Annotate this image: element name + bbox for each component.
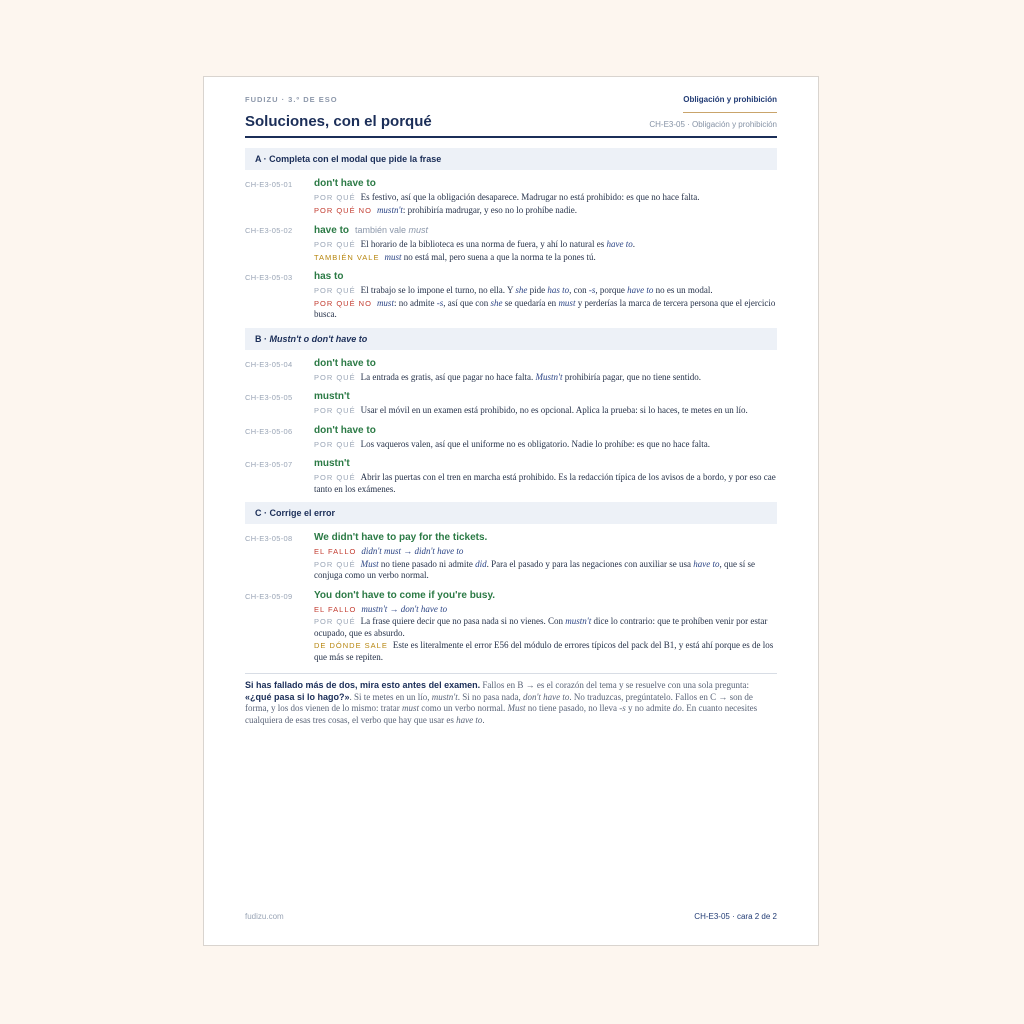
why-line bbox=[314, 559, 777, 582]
emphasis-text: have to bbox=[693, 558, 720, 569]
summary-emphasis: -s bbox=[619, 703, 626, 713]
explanation-text: pide bbox=[527, 285, 548, 295]
solution-item bbox=[245, 457, 777, 495]
explanation-text: El trabajo se lo impone el turno, no ella. Y bbox=[360, 285, 516, 295]
emphasis-text: didn't must → didn't have to bbox=[361, 546, 464, 556]
section-heading bbox=[245, 328, 777, 350]
answer-text: don't have to bbox=[314, 357, 376, 369]
brand-label: FUDIZU · 3.º DE ESO bbox=[245, 95, 338, 104]
section-heading bbox=[245, 502, 777, 524]
worksheet-page bbox=[203, 76, 819, 946]
summary-emphasis: mustn't bbox=[431, 691, 458, 702]
why-tag: POR QUÉ bbox=[314, 559, 356, 569]
explanation-text: : prohibiría madrugar, y eso no lo prohíbe nadie. bbox=[402, 204, 577, 215]
summary-text: como un verbo normal. bbox=[418, 703, 508, 713]
also-valid-tag: TAMBIÉN VALE bbox=[314, 252, 380, 262]
why-tag: POR QUÉ bbox=[314, 372, 356, 382]
explanation-text: se quedaría en bbox=[502, 297, 559, 308]
why-tag: POR QUÉ bbox=[314, 473, 356, 482]
topic-label: Obligación y prohibición bbox=[683, 95, 777, 104]
answer-text: don't have to bbox=[314, 178, 376, 189]
summary-emphasis: don't have to bbox=[522, 691, 570, 702]
explanation-text: . Para el pasado y para las negaciones con auxiliar se usa bbox=[486, 558, 694, 569]
answer-text: mustn't bbox=[314, 458, 350, 469]
why-not-tag: POR QUÉ NO bbox=[314, 205, 372, 215]
summary-text: y no admite bbox=[625, 703, 673, 713]
emphasis-text: she bbox=[515, 285, 528, 295]
summary-paragraph bbox=[245, 680, 777, 726]
item-code: CH-E3-05-07 bbox=[245, 460, 293, 469]
why-tag: POR QUÉ bbox=[314, 286, 356, 295]
summary-question: «¿qué pasa si lo hago?» bbox=[245, 691, 350, 702]
summary-text: . bbox=[482, 714, 485, 725]
error-line bbox=[314, 546, 777, 558]
why-not-line bbox=[314, 298, 777, 321]
explanation-text: Abrir las puertas con el tren en marcha está prohibido. Es la redacción típica de los avisos de a bordo, y por eso cae tanto en los exámenes. bbox=[314, 472, 776, 494]
footer-site: fudizu.com bbox=[245, 912, 284, 921]
why-line bbox=[314, 405, 777, 417]
answer-text: have to también vale must bbox=[314, 225, 429, 236]
solution-item bbox=[245, 223, 777, 263]
error-tag: EL FALLO bbox=[314, 604, 357, 614]
item-code: CH-E3-05-04 bbox=[245, 359, 293, 369]
answer-text: mustn't bbox=[314, 391, 350, 402]
solution-item bbox=[245, 177, 777, 216]
solution-item bbox=[245, 357, 777, 384]
why-line bbox=[314, 439, 777, 451]
emphasis-text: -s bbox=[436, 297, 444, 308]
error-line bbox=[314, 604, 777, 616]
emphasis-text: mustn't → don't have to bbox=[361, 603, 448, 614]
why-tag: POR QUÉ bbox=[314, 240, 356, 249]
summary-text: . No traduzcas, pregúntatelo. Fallos en C → son de forma, y los dos vienen de lo mismo: tratar bbox=[245, 691, 753, 713]
summary-text: . Si te metes en un lío, bbox=[349, 691, 432, 702]
explanation-text: : no admite bbox=[393, 297, 437, 308]
item-code: CH-E3-05-06 bbox=[245, 426, 293, 436]
explanation-text: prohibiría pagar, que no tiene sentido. bbox=[562, 371, 702, 382]
alternative-answer-emphasis: must bbox=[408, 225, 429, 235]
answer-text: You don't have to come if you're busy. bbox=[314, 589, 496, 601]
summary-emphasis: Must bbox=[507, 703, 526, 713]
summary-text: . En cuanto necesites cualquiera de esas tres cosas, el verbo que hay que usar es bbox=[245, 703, 758, 725]
summary-divider bbox=[245, 673, 777, 674]
explanation-text: La entrada es gratis, así que pagar no hace falta. bbox=[360, 371, 536, 382]
why-not-tag: POR QUÉ NO bbox=[314, 298, 372, 308]
emphasis-text: Must bbox=[360, 558, 379, 569]
explanation-text: no tiene pasado ni admite bbox=[378, 558, 476, 569]
emphasis-text: she bbox=[490, 297, 503, 308]
why-line bbox=[314, 192, 777, 204]
emphasis-text: have to bbox=[606, 239, 633, 249]
emphasis-text: did bbox=[475, 558, 487, 569]
why-tag: POR QUÉ bbox=[314, 439, 356, 449]
solutions-content bbox=[245, 148, 777, 726]
explanation-text: . bbox=[632, 239, 635, 249]
answer-text: We didn't have to pay for the tickets. bbox=[314, 532, 488, 543]
summary-text: Fallos en B → es el corazón del tema y se resuelve con una sola pregunta: bbox=[480, 680, 750, 690]
section-title-emphasis: Mustn't o don't have to bbox=[269, 333, 368, 344]
emphasis-text: mustn't bbox=[376, 204, 403, 215]
solution-item bbox=[245, 390, 777, 417]
emphasis-text: mustn't bbox=[565, 616, 592, 626]
why-line bbox=[314, 239, 777, 251]
explanation-text: , que sí se conjuga como un verbo normal. bbox=[314, 558, 756, 580]
section-title: C · Corrige el error bbox=[255, 508, 336, 518]
explanation-text: , así que con bbox=[443, 297, 491, 308]
solution-item bbox=[245, 589, 777, 664]
alternative-answer: también vale must bbox=[355, 225, 429, 235]
explanation-text: Este es literalmente el error E56 del módulo de errores típicos del pack del B1, y está ahí porque es de los que más se repiten. bbox=[314, 640, 774, 662]
why-not-line bbox=[314, 205, 777, 217]
emphasis-text: has to bbox=[547, 285, 570, 295]
item-code: CH-E3-05-03 bbox=[245, 273, 293, 282]
item-code: CH-E3-05-05 bbox=[245, 393, 293, 402]
emphasis-text: -s bbox=[588, 285, 596, 295]
why-line bbox=[314, 372, 777, 384]
topic-underline bbox=[683, 112, 777, 113]
explanation-text: , con bbox=[569, 285, 589, 295]
why-tag: POR QUÉ bbox=[314, 193, 356, 202]
section-heading bbox=[245, 148, 777, 170]
explanation-text: y perderías la marca de tercera persona que el ejercicio busca. bbox=[314, 297, 776, 319]
page-title: Soluciones, con el porqué bbox=[245, 113, 432, 130]
item-code: CH-E3-05-02 bbox=[245, 226, 293, 235]
solution-item bbox=[245, 270, 777, 321]
explanation-text: , porque bbox=[595, 285, 628, 295]
summary-lead: Si has fallado más de dos, mira esto antes del examen. bbox=[245, 680, 481, 690]
summary-text: . Si no pasa nada, bbox=[457, 691, 523, 702]
section-title: B · bbox=[255, 333, 270, 344]
why-line bbox=[314, 616, 777, 639]
why-tag: POR QUÉ bbox=[314, 617, 356, 626]
summary-text: no tiene pasado, no lleva bbox=[525, 703, 620, 713]
summary-emphasis: have to bbox=[456, 714, 483, 725]
error-tag: EL FALLO bbox=[314, 547, 357, 556]
sheet-code: CH-E3-05 · Obligación y prohibición bbox=[649, 120, 777, 129]
emphasis-text: must bbox=[384, 251, 402, 262]
item-code: CH-E3-05-09 bbox=[245, 591, 293, 601]
why-line bbox=[314, 285, 777, 297]
explanation-text: Usar el móvil en un examen está prohibido, no es opcional. Aplica la prueba: si lo haces, te metes en un lío. bbox=[360, 405, 748, 415]
solution-item bbox=[245, 531, 777, 582]
footer-page: CH-E3-05 · cara 2 de 2 bbox=[694, 912, 777, 921]
explanation-text: El horario de la biblioteca es una norma de fuera, y ahí lo natural es bbox=[360, 239, 607, 249]
explanation-text: La frase quiere decir que no pasa nada si no vienes. Con bbox=[360, 616, 566, 626]
section-title: A · Completa con el modal que pide la frase bbox=[255, 154, 442, 164]
also-valid-line bbox=[314, 252, 777, 264]
item-code: CH-E3-05-01 bbox=[245, 180, 293, 189]
emphasis-text: have to bbox=[627, 285, 654, 295]
explanation-text: Es festivo, así que la obligación desaparece. Madrugar no está prohibido: es que no hace falta. bbox=[360, 192, 700, 202]
explanation-text: dice lo contrario: que te prohíben venir por estar ocupado, que es absurdo. bbox=[314, 616, 768, 638]
emphasis-text: must bbox=[376, 297, 394, 308]
explanation-text: no es un modal. bbox=[653, 285, 713, 295]
solution-item bbox=[245, 424, 777, 451]
answer-text: don't have to bbox=[314, 424, 376, 436]
emphasis-text: Mustn't bbox=[535, 371, 563, 382]
emphasis-text: must bbox=[558, 297, 576, 308]
why-tag: POR QUÉ bbox=[314, 406, 356, 415]
explanation-text: no está mal, pero suena a que la norma te la pones tú. bbox=[401, 251, 596, 262]
summary-emphasis: do bbox=[672, 703, 682, 713]
item-code: CH-E3-05-08 bbox=[245, 534, 293, 543]
header-rule bbox=[245, 136, 777, 138]
source-line bbox=[314, 640, 777, 663]
why-line bbox=[314, 472, 777, 495]
explanation-text: Los vaqueros valen, así que el uniforme no es obligatorio. Nadie lo prohíbe: es que no hace falta. bbox=[360, 438, 710, 449]
answer-text: has to bbox=[314, 271, 344, 282]
source-tag: DE DÓNDE SALE bbox=[314, 641, 388, 650]
summary-emphasis: must bbox=[401, 703, 419, 713]
